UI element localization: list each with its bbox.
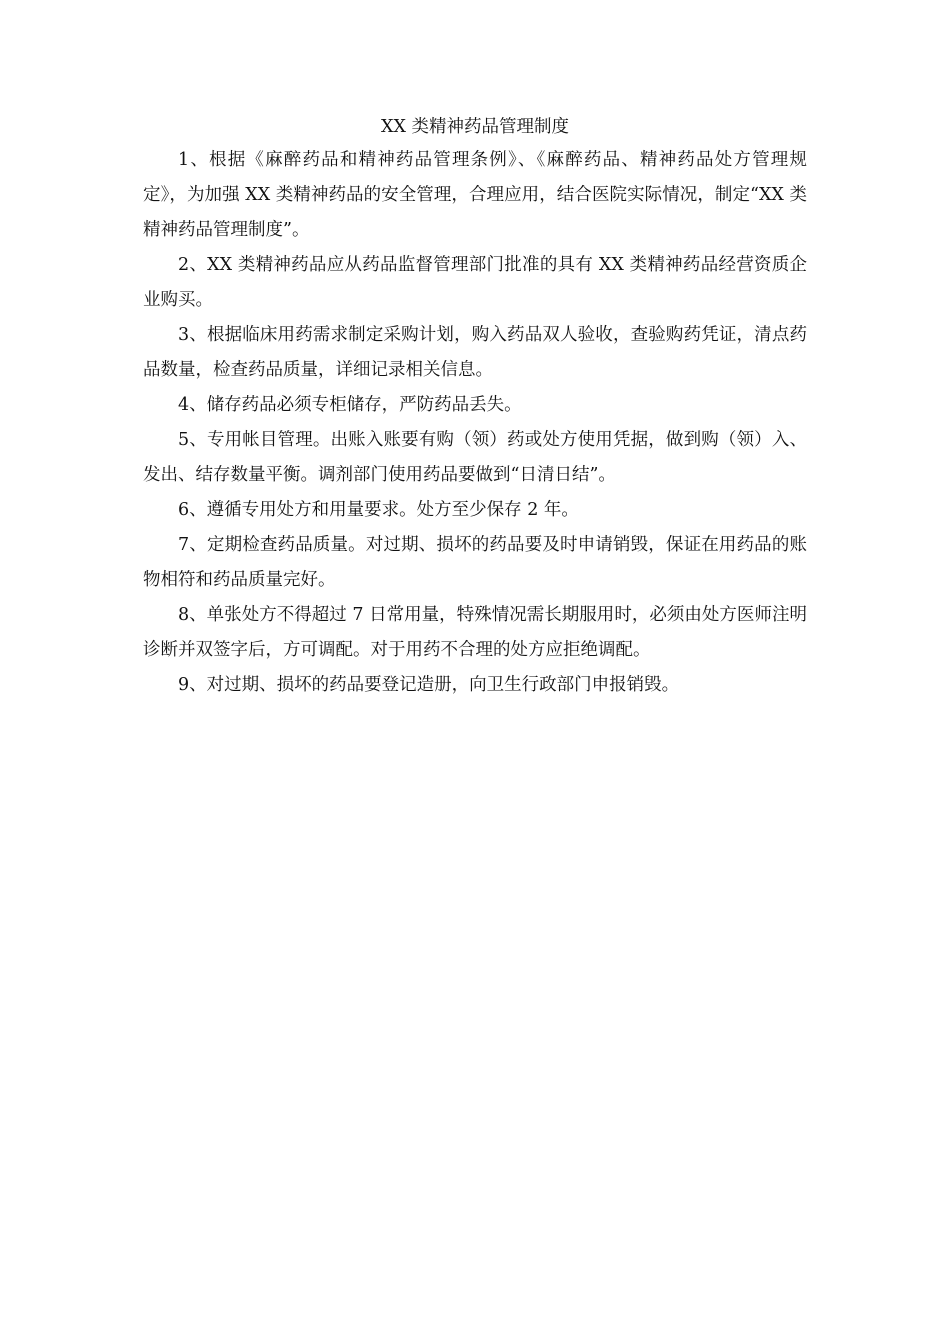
document-title: XX 类精神药品管理制度 bbox=[381, 117, 569, 137]
paragraph-8: 8、单张处方不得超过 7 日常用量，特殊情况需长期服用时，必须由处方医师注明诊断并双签字后，方可调配。对于用药不合理的处方应拒绝调配。 bbox=[143, 605, 807, 660]
document-body bbox=[143, 112, 807, 703]
paragraph-4: 4、储存药品必须专柜储存，严防药品丢失。 bbox=[178, 395, 522, 415]
paragraph-5: 5、专用帐目管理。出账入账要有购（领）药或处方使用凭据，做到购（领）入、发出、结存数量平衡。调剂部门使用药品要做到“日清日结”。 bbox=[143, 430, 807, 485]
paragraph-2: 2、XX 类精神药品应从药品监督管理部门批准的具有 XX 类精神药品经营资质企业购买。 bbox=[143, 255, 807, 310]
paragraph-3: 3、根据临床用药需求制定采购计划，购入药品双人验收，查验购药凭证，清点药品数量，检查药品质量，详细记录相关信息。 bbox=[143, 325, 807, 380]
paragraph-6: 6、遵循专用处方和用量要求。处方至少保存 2 年。 bbox=[178, 500, 579, 520]
paragraph-7: 7、定期检查药品质量。对过期、损坏的药品要及时申请销毁，保证在用药品的账物相符和药品质量完好。 bbox=[143, 535, 807, 590]
paragraph-1: 1、根据《麻醉药品和精神药品管理条例》、《麻醉药品、精神药品处方管理规定》，为加强 XX 类精神药品的安全管理，合理应用，结合医院实际情况，制定“XX 类精神药品管理制度”。 bbox=[143, 150, 807, 240]
paragraph-9: 9、对过期、损坏的药品要登记造册，向卫生行政部门申报销毁。 bbox=[178, 675, 680, 695]
